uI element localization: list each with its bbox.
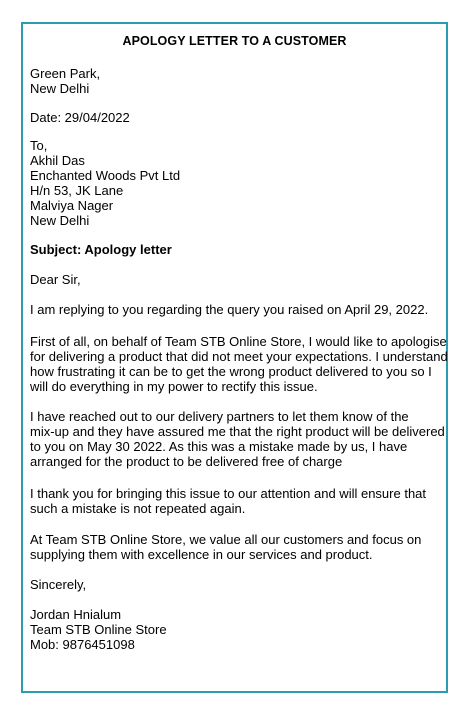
paragraph-line: I thank you for bringing this issue to our attention and will ensure that [30, 486, 427, 501]
sender-address [30, 66, 100, 96]
paragraph [30, 302, 428, 317]
paragraph-line: I have reached out to our delivery partners to let them know of the [30, 409, 409, 424]
recipient-line: To, [30, 138, 48, 153]
paragraph-line: I am replying to you regarding the query you raised on April 29, 2022. [30, 302, 429, 317]
paragraph-line: supplying them with excellence in our services and product. [30, 547, 373, 562]
recipient-line: Malviya Nager [30, 198, 114, 213]
paragraph-line: mix-up and they have assured me that the right product will be delivered [30, 424, 445, 439]
recipient-line: New Delhi [30, 213, 90, 228]
paragraph-line: arranged for the product to be delivered free of charge [30, 454, 343, 469]
signature-phone: Mob: 9876451098 [30, 637, 135, 652]
salutation: Dear Sir, [30, 272, 81, 287]
paragraph-line: such a mistake is not repeated again. [30, 501, 246, 516]
recipient-line: H/n 53, JK Lane [30, 183, 124, 198]
paragraph-line: for delivering a product that did not meet your expectations. I understand [30, 349, 448, 364]
sender-address-line: Green Park, [30, 66, 101, 81]
letter-frame [21, 22, 448, 693]
paragraph [30, 334, 448, 394]
paragraph-line: how frustrating it can be to get the wrong product delivered to you so I [30, 364, 432, 379]
closing: Sincerely, [30, 577, 87, 592]
letter-title: APOLOGY LETTER TO A CUSTOMER [122, 34, 347, 48]
paragraph-line: will do everything in my power to rectify this issue. [30, 379, 318, 394]
paragraph-line: At Team STB Online Store, we value all our customers and focus on [30, 532, 422, 547]
recipient-line: Enchanted Woods Pvt Ltd [30, 168, 181, 183]
recipient-line: Akhil Das [30, 153, 85, 168]
signature-block [30, 607, 167, 652]
sender-address-line: New Delhi [30, 81, 90, 96]
signature-company: Team STB Online Store [30, 622, 167, 637]
recipient-block [30, 138, 180, 228]
paragraph [30, 532, 421, 562]
paragraph-line: First of all, on behalf of Team STB Online Store, I would like to apologise [30, 334, 447, 349]
paragraph-line: to you on May 30 2022. As this was a mistake made by us, I have [30, 439, 408, 454]
signature-name: Jordan Hnialum [30, 607, 122, 622]
paragraph [30, 409, 445, 469]
paragraph [30, 486, 426, 516]
letter-date: Date: 29/04/2022 [30, 110, 130, 125]
letter-subject: Subject: Apology letter [30, 242, 172, 257]
